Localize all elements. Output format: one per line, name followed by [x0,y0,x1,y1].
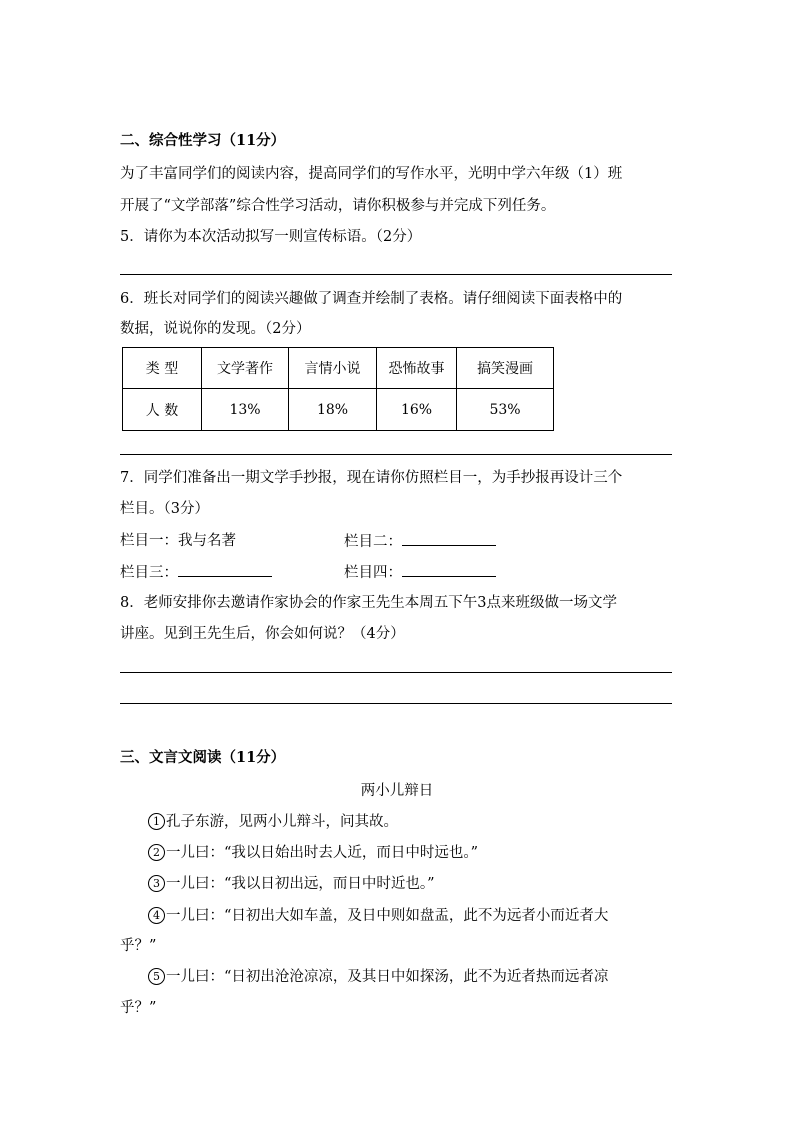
passage-paragraph-5 [148,967,608,987]
table-header-row [123,348,554,389]
column-3-blank[interactable] [178,562,272,577]
section-heading-classical-reading: 三、文言文阅读（11分） [120,749,286,766]
passage-paragraph-4-cont: 乎？” [120,938,157,954]
table-cell: 文学著作 [202,348,289,389]
passage-paragraph-3 [148,874,435,894]
question-8-line-2: 讲座。见到王先生后，你会如何说？（4分） [120,626,405,642]
paragraph-3-text: 一儿曰：“我以日初出远，而日中时近也。” [166,876,435,892]
question-8-line-1: 8．老师安排你去邀请作家协会的作家王先生本周五下午3点来班级做一场文学 [120,595,617,611]
question-5: 5．请你为本次活动拟写一则宣传标语。（2分） [120,229,422,245]
passage-paragraph-4 [148,906,608,926]
paragraph-number-2: 2 [148,844,165,861]
table-cell: 人 数 [123,389,202,431]
column-3-label: 栏目三： [120,565,178,581]
paragraph-5-text: 一儿曰：“日初出沧沧凉凉，及其日中如探汤，此不为近者热而远者凉 [166,969,609,985]
table-cell: 言情小说 [289,348,377,389]
passage-title: 两小儿辩日 [360,783,434,799]
table-cell: 18% [289,389,377,431]
passage-paragraph-1 [148,812,398,832]
column-2-field [344,531,496,552]
answer-line-q8-1 [120,672,672,673]
paragraph-number-4: 4 [148,907,165,924]
question-7-line-1: 7．同学们准备出一期文学手抄报，现在请你仿照栏目一，为手抄报再设计三个 [120,470,623,486]
column-3-field [120,562,272,583]
table-row [123,389,554,431]
column-2-blank[interactable] [402,531,496,546]
column-2-label: 栏目二： [344,534,402,550]
passage-paragraph-2 [148,843,478,863]
paragraph-4-text: 一儿曰：“日初出大如车盖，及日中则如盘盂，此不为远者小而近者大 [166,908,609,924]
intro-text-line-1: 为了丰富同学们的阅读内容，提高同学们的写作水平，光明中学六年级（1）班 [120,166,623,182]
table-cell: 搞笑漫画 [457,348,554,389]
answer-line-q6 [120,454,672,455]
table-cell: 13% [202,389,289,431]
intro-text-line-2: 开展了“文学部落”综合性学习活动，请你积极参与并完成下列任务。 [120,198,556,214]
column-4-blank[interactable] [402,562,496,577]
table-cell: 恐怖故事 [377,348,457,389]
passage-paragraph-5-cont: 乎？” [120,1000,157,1016]
question-6-line-1: 6．班长对同学们的阅读兴趣做了调查并绘制了表格。请仔细阅读下面表格中的 [120,291,623,307]
paragraph-number-5: 5 [148,968,165,985]
question-6-line-2: 数据，说说你的发现。（2分） [120,321,311,337]
question-7-line-2: 栏目。（3分） [120,501,209,517]
paragraph-number-1: 1 [148,813,165,830]
column-4-field [344,562,496,583]
answer-line-q8-2 [120,703,672,704]
table-cell: 53% [457,389,554,431]
column-1-example: 栏目一：我与名著 [120,533,236,549]
paragraph-2-text: 一儿曰：“我以日始出时去人近，而日中时远也。” [166,845,479,861]
section-heading-integrated-study: 二、综合性学习（11分） [120,132,286,149]
answer-line-q5 [120,274,672,275]
paragraph-number-3: 3 [148,875,165,892]
table-cell: 16% [377,389,457,431]
column-4-label: 栏目四： [344,565,402,581]
table-cell: 类 型 [123,348,202,389]
paragraph-1-text: 孔子东游，见两小儿辩斗，问其故。 [166,814,398,830]
reading-interest-table [122,347,554,431]
